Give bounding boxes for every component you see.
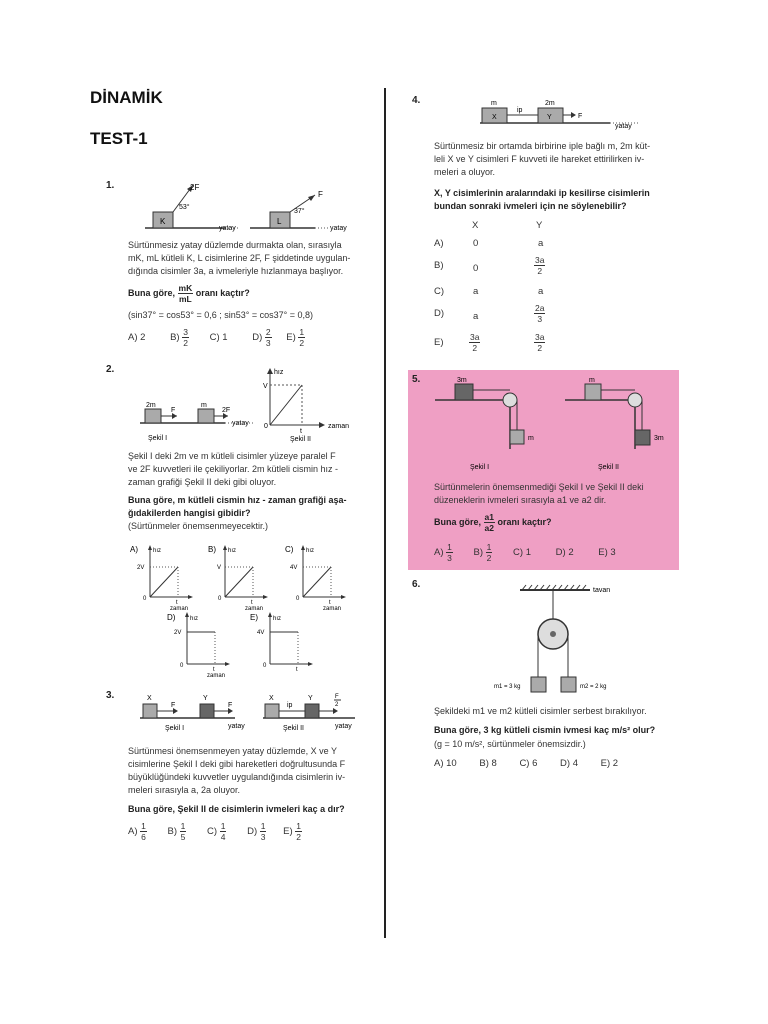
option-e[interactable]: E) 3 [598, 547, 616, 559]
question-2-text: Şekil I deki 2m ve m kütleli cisimler yüzeye paralel F ve 2F kuvvetleri ile çekiliyorlar. 2m kütleli cismin hız - zaman grafiği Şekil II deki gibi oluyor. [128, 451, 339, 487]
svg-text:hız: hız [306, 548, 315, 554]
option-e[interactable]: E) $\frac{3a}{2}$ $\frac{3a}{2}$ [434, 332, 545, 353]
svg-text:t: t [329, 600, 331, 606]
question-3-question: Buna göre, Şekil II de cisimlerin ivmeleri kaç a dır? [128, 804, 345, 814]
svg-text:m: m [528, 435, 534, 442]
svg-text:F: F [171, 407, 176, 414]
svg-text:F: F [335, 694, 339, 700]
svg-text:F: F [578, 113, 583, 120]
option-c[interactable]: C) $\frac{1}{4}$ [207, 821, 226, 842]
svg-text:zaman: zaman [170, 606, 189, 612]
svg-text:0: 0 [296, 596, 300, 602]
question-1-note: (sin37° = cos53° = 0,6 ; sin53° = cos37° = 0,8) [128, 310, 314, 320]
option-c[interactable]: C) a a [434, 286, 544, 297]
option-a[interactable]: A) 10 [434, 758, 457, 769]
question-3-options [128, 821, 302, 842]
svg-text:zaman: zaman [323, 606, 342, 612]
svg-text:2V: 2V [137, 565, 145, 571]
svg-text:2F: 2F [222, 407, 231, 414]
question-1-question: Buna göre, $\frac{mK}{mL}$ oranı kaçtır? [128, 283, 250, 304]
option-d[interactable]: D) 2 [555, 547, 574, 559]
question-1-number: 1. [106, 180, 115, 191]
column-x-header: X [472, 220, 479, 231]
svg-text:4V: 4V [290, 565, 298, 571]
svg-text:t: t [296, 667, 298, 673]
svg-text:hız: hız [274, 369, 284, 376]
column-y-header: Y [536, 220, 543, 231]
svg-text:E): E) [250, 613, 258, 622]
svg-text:hız: hız [273, 616, 282, 622]
svg-text:37°: 37° [294, 208, 305, 215]
question-2-question: Buna göre, m kütleli cismin hız - zaman grafiği aşa- ğıdakilerden hangisi gibidir? [128, 495, 347, 518]
question-1-options [128, 327, 305, 348]
svg-text:53°: 53° [179, 204, 190, 211]
question-5-question: Buna göre, $\frac{a1}{a2}$ oranı kaçtır? [434, 512, 552, 533]
svg-text:t: t [300, 428, 302, 435]
svg-text:0: 0 [180, 663, 184, 669]
option-c[interactable]: C) 6 [519, 758, 538, 769]
svg-text:Y: Y [308, 695, 313, 702]
svg-text:V: V [263, 383, 268, 390]
svg-text:Şekil II: Şekil II [290, 436, 312, 443]
question-4-question: X, Y cisimlerinin aralarındaki ip kesilirse cisimlerin bundan sonraki ivmeleri için ne söylenebilir? [434, 188, 650, 211]
svg-text:X: X [147, 695, 152, 702]
option-b[interactable]: B) $\frac{1}{2}$ [473, 542, 492, 563]
option-a[interactable]: A) 2 [128, 332, 146, 344]
test-title: TEST-1 [90, 129, 148, 148]
svg-text:Y: Y [203, 695, 208, 702]
svg-text:t: t [251, 600, 253, 606]
question-6-text: Şekildeki m1 ve m2 kütleli cisimler serbest bırakılıyor. [434, 706, 647, 716]
question-2-options-graphs[interactable] [125, 542, 370, 677]
option-b[interactable]: B) 8 [479, 758, 497, 769]
svg-text:L: L [277, 217, 282, 226]
svg-text:tavan: tavan [593, 587, 611, 594]
option-e[interactable]: E) 2 [600, 758, 619, 769]
svg-text:X: X [269, 695, 274, 702]
svg-text:0: 0 [263, 663, 267, 669]
svg-text:V: V [217, 565, 222, 571]
svg-text:2: 2 [335, 702, 339, 708]
svg-text:F: F [171, 702, 176, 709]
question-1-text: Sürtünmesiz yatay düzlemde durmakta olan, sırasıyla mK, mL kütleli K, L cisimlerine 2F, F şiddetinde uygulan- dığında cisimler 3a, a ivmeleriyle hızlanmaya başlıyor. [128, 240, 351, 276]
option-e[interactable]: E) $\frac{1}{2}$ [283, 821, 301, 842]
svg-text:t: t [213, 667, 215, 673]
svg-text:D): D) [167, 613, 176, 622]
svg-text:A): A) [130, 545, 138, 554]
svg-text:2V: 2V [174, 630, 182, 636]
option-b[interactable]: B) 0 $\frac{3a}{2}$ [434, 255, 545, 276]
svg-text:ip: ip [287, 702, 293, 709]
svg-text:C): C) [285, 545, 294, 554]
page-title: DİNAMİK [90, 88, 163, 107]
option-a[interactable]: A) $\frac{1}{6}$ [128, 821, 146, 842]
svg-text:hız: hız [190, 616, 199, 622]
svg-text:X: X [492, 114, 497, 121]
question-6-note: (g = 10 m/s², sürtünmeler önemsizdir.) [434, 739, 586, 749]
question-3-number: 3. [106, 690, 115, 701]
svg-text:Şekil I: Şekil I [165, 725, 185, 732]
question-2-figure [130, 365, 370, 445]
svg-text:2m: 2m [545, 100, 555, 107]
svg-text:zaman: zaman [328, 423, 350, 430]
svg-text:0: 0 [264, 423, 268, 430]
svg-text:yatay: yatay [615, 123, 632, 130]
svg-text:hız: hız [228, 548, 237, 554]
question-2-note: (Sürtünmeler önemsenmeyecektir.) [128, 521, 269, 531]
option-d[interactable]: D) 4 [560, 758, 579, 769]
svg-text:Y: Y [547, 114, 552, 121]
svg-text:F: F [228, 702, 233, 709]
question-5-options [434, 542, 616, 563]
svg-text:B): B) [208, 545, 216, 554]
question-3-figure [135, 690, 370, 735]
option-b[interactable]: B) $\frac{1}{5}$ [167, 821, 186, 842]
question-1-figure [120, 180, 370, 236]
svg-text:3m: 3m [457, 377, 467, 384]
svg-text:t: t [176, 600, 178, 606]
option-d[interactable]: D) a $\frac{2a}{3}$ [434, 303, 545, 324]
question-4-figure [470, 95, 670, 135]
question-4-number: 4. [412, 95, 421, 106]
question-5-figure [420, 374, 675, 474]
svg-text:2F: 2F [190, 183, 200, 192]
svg-text:2m: 2m [146, 402, 156, 409]
svg-text:F: F [318, 190, 323, 199]
question-6-number: 6. [412, 579, 421, 590]
svg-text:m: m [201, 402, 207, 409]
svg-text:m2 = 2 kg: m2 = 2 kg [580, 684, 607, 690]
svg-text:3m: 3m [654, 435, 664, 442]
svg-text:m1 = 3 kg: m1 = 3 kg [494, 684, 521, 690]
option-d[interactable]: D) $\frac{2}{3}$ [252, 327, 271, 348]
svg-text:Şekil I: Şekil I [148, 435, 168, 442]
question-2-number: 2. [106, 364, 115, 375]
option-a[interactable]: A) $\frac{1}{3}$ [434, 542, 452, 563]
question-3-text: Sürtünmesi önemsenmeyen yatay düzlemde, X ve Y cisimlerine Şekil I deki gibi hareketleri doğrultusunda F büyüklüğündeki kuvvetler uygulandığında cisimlerin iv- meleri sırasıyla a, 2a oluyor. [128, 746, 346, 795]
option-a[interactable]: A) 0 a [434, 238, 544, 249]
svg-text:4V: 4V [257, 630, 265, 636]
svg-text:yatay: yatay [232, 420, 249, 427]
fig-label: K [160, 217, 166, 226]
svg-text:0: 0 [218, 596, 222, 602]
option-c[interactable]: C) 1 [209, 332, 228, 344]
svg-text:yatay: yatay [335, 723, 352, 730]
svg-text:m: m [491, 100, 497, 107]
svg-text:ip: ip [517, 107, 523, 114]
svg-text:yatay: yatay [330, 225, 347, 232]
svg-text:hız: hız [153, 548, 162, 554]
svg-text:Şekil II: Şekil II [283, 725, 305, 732]
option-b[interactable]: B) $\frac{3}{2}$ [170, 327, 188, 348]
option-e[interactable]: E) $\frac{1}{2}$ [286, 327, 305, 348]
option-d[interactable]: D) $\frac{1}{3}$ [247, 821, 266, 842]
question-5-number: 5. [412, 374, 421, 385]
column-divider [384, 88, 386, 938]
question-4-text: Sürtünmesiz bir ortamda birbirine iple bağlı m, 2m küt- leli X ve Y cisimleri F kuvveti ile hareket ettirilirken iv- meleri a oluyor. [434, 141, 651, 177]
svg-text:0: 0 [143, 596, 147, 602]
question-6-options [434, 758, 618, 769]
svg-text:zaman: zaman [245, 606, 264, 612]
question-6-figure [480, 582, 650, 697]
option-c[interactable]: C) 1 [513, 547, 531, 559]
svg-text:yatay: yatay [228, 723, 245, 730]
svg-text:m: m [589, 377, 595, 384]
question-5-text: Sürtünmelerin önemsenmediği Şekil I ve Şekil II deki düzeneklerin ivmeleri sırasıyla a1 ve a2 dir. [434, 482, 644, 505]
question-6-question: Buna göre, 3 kg kütleli cismin ivmesi kaç m/s² olur? [434, 725, 656, 735]
svg-text:yatay: yatay [219, 225, 236, 232]
svg-text:Şekil II: Şekil II [598, 464, 620, 471]
svg-text:Şekil I: Şekil I [470, 464, 490, 471]
svg-text:zaman: zaman [207, 673, 226, 677]
